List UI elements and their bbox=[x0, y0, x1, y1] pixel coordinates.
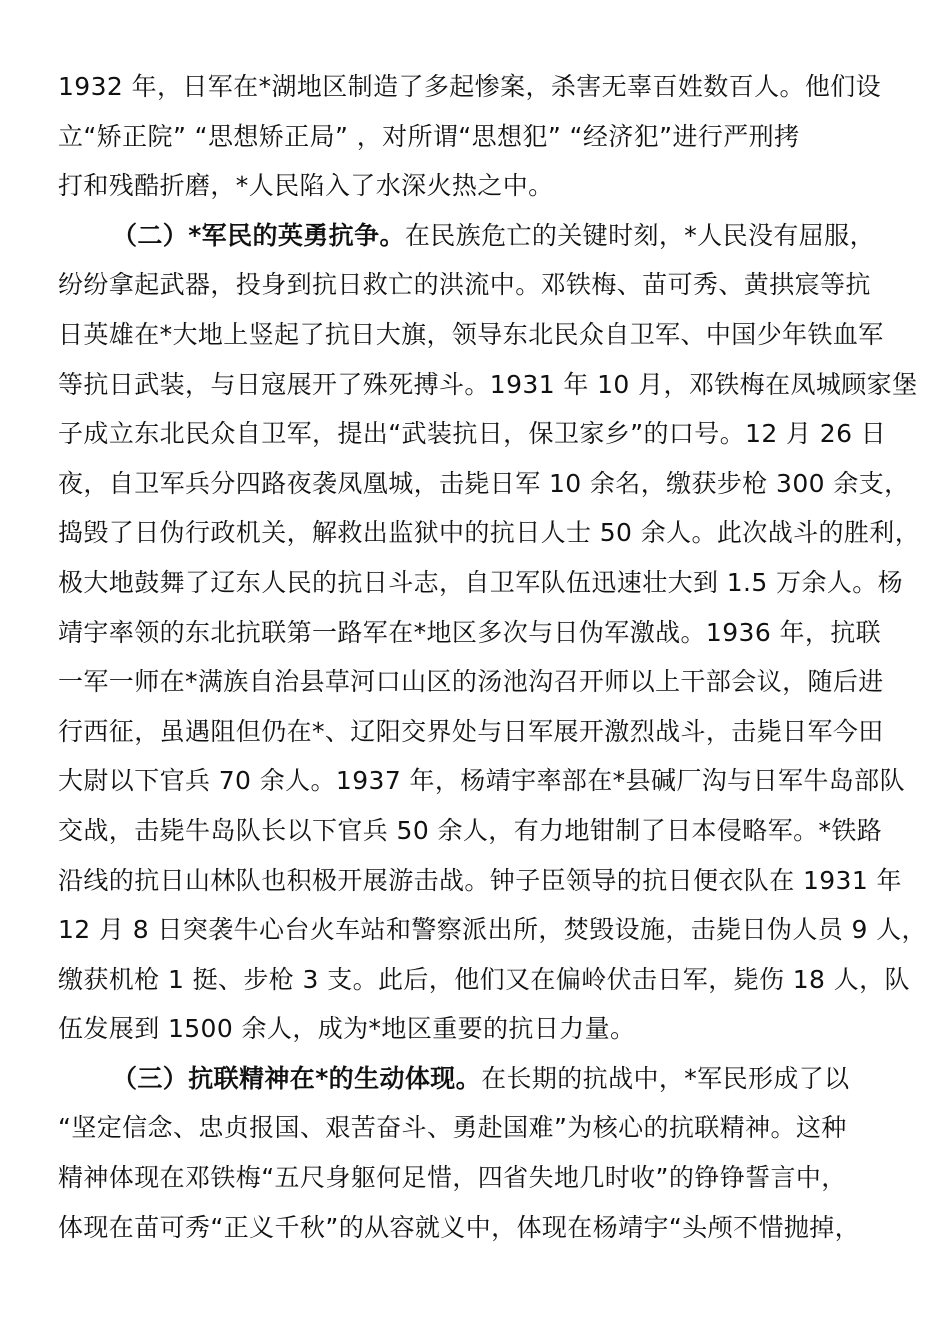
text-line bbox=[58, 211, 908, 261]
text-line bbox=[58, 1054, 908, 1104]
section-heading: （二）*军民的英勇抗争。 bbox=[112, 220, 405, 250]
text-line: 大尉以下官兵 70 余人。1937 年，杨靖宇率部在*县碱厂沟与日军牛岛部队 bbox=[58, 766, 905, 796]
text-line: 沿线的抗日山林队也积极开展游击战。钟子臣领导的抗日便衣队在 1931 年 bbox=[58, 865, 902, 895]
text-line: 精神体现在邓铁梅“五尺身躯何足惜，四省失地几时收”的铮铮誓言中， bbox=[58, 1163, 847, 1193]
paragraph-2 bbox=[58, 211, 927, 1054]
text-line: 子成立东北民众自卫军，提出“武装抗日，保卫家乡”的口号。12 月 26 日 bbox=[58, 419, 887, 449]
text-line: 夜，自卫军兵分四路夜袭凤凰城，击毙日军 10 余名，缴获步枪 300 余支， bbox=[58, 468, 910, 498]
text-line: 立“矫正院” “思想矫正局” ，对所谓“思想犯” “经济犯”进行严刑拷 bbox=[58, 121, 800, 151]
document-page bbox=[58, 62, 927, 1252]
text-line-rest: 在民族危亡的关键时刻，*人民没有屈服， bbox=[404, 220, 875, 250]
text-line: 伍发展到 1500 余人，成为*地区重要的抗日力量。 bbox=[58, 1014, 636, 1044]
text-line: 靖宇率领的东北抗联第一路军在*地区多次与日伪军激战。1936 年，抗联 bbox=[58, 617, 882, 647]
paragraph-3 bbox=[58, 1054, 908, 1252]
text-line: 极大地鼓舞了辽东人民的抗日斗志，自卫军队伍迅速壮大到 1.5 万余人。杨 bbox=[58, 567, 904, 597]
paragraph-1 bbox=[58, 62, 908, 211]
text-line-rest: 在长期的抗战中，*军民形成了以 bbox=[481, 1063, 850, 1093]
text-line: 交战，击毙牛岛队长以下官兵 50 余人，有力地钳制了日本侵略军。*铁路 bbox=[58, 815, 883, 845]
text-line: 行西征，虽遇阻但仍在*、辽阳交界处与日军展开激烈战斗，击毙日军今田 bbox=[58, 716, 884, 746]
text-line: 缴获机枪 1 挺、步枪 3 支。此后，他们又在偏岭伏击日军，毙伤 18 人，队 bbox=[58, 964, 910, 994]
text-line: 12 月 8 日突袭牛心台火车站和警察派出所，焚毁设施，击毙日伪人员 9 人， bbox=[58, 915, 927, 945]
text-line: 体现在苗可秀“正义千秋”的从容就义中，体现在杨靖宇“头颅不惜抛掉， bbox=[58, 1212, 861, 1242]
text-line: 打和残酷折磨，*人民陷入了水深火热之中。 bbox=[58, 171, 554, 201]
text-line: 日英雄在*大地上竖起了抗日大旗，领导东北民众自卫军、中国少年铁血军 bbox=[58, 319, 884, 349]
text-line: 一军一师在*满族自治县草河口山区的汤池沟召开师以上干部会议，随后进 bbox=[58, 667, 884, 697]
text-line: 捣毁了日伪行政机关，解救出监狱中的抗日人士 50 余人。此次战斗的胜利， bbox=[58, 518, 921, 548]
section-heading: （三）抗联精神在*的生动体现。 bbox=[112, 1063, 482, 1093]
text-line: 等抗日武装，与日寇展开了殊死搏斗。1931 年 10 月，邓铁梅在凤城顾家堡 bbox=[58, 369, 918, 399]
text-line: 1932 年，日军在*湖地区制造了多起惨案，杀害无辜百姓数百人。他们设 bbox=[58, 72, 882, 101]
text-line: “坚定信念、忠贞报国、艰苦奋斗、勇赴国难”为核心的抗联精神。这种 bbox=[58, 1113, 847, 1143]
text-line: 纷纷拿起武器，投身到抗日救亡的洪流中。邓铁梅、苗可秀、黄拱宸等抗 bbox=[58, 270, 871, 300]
